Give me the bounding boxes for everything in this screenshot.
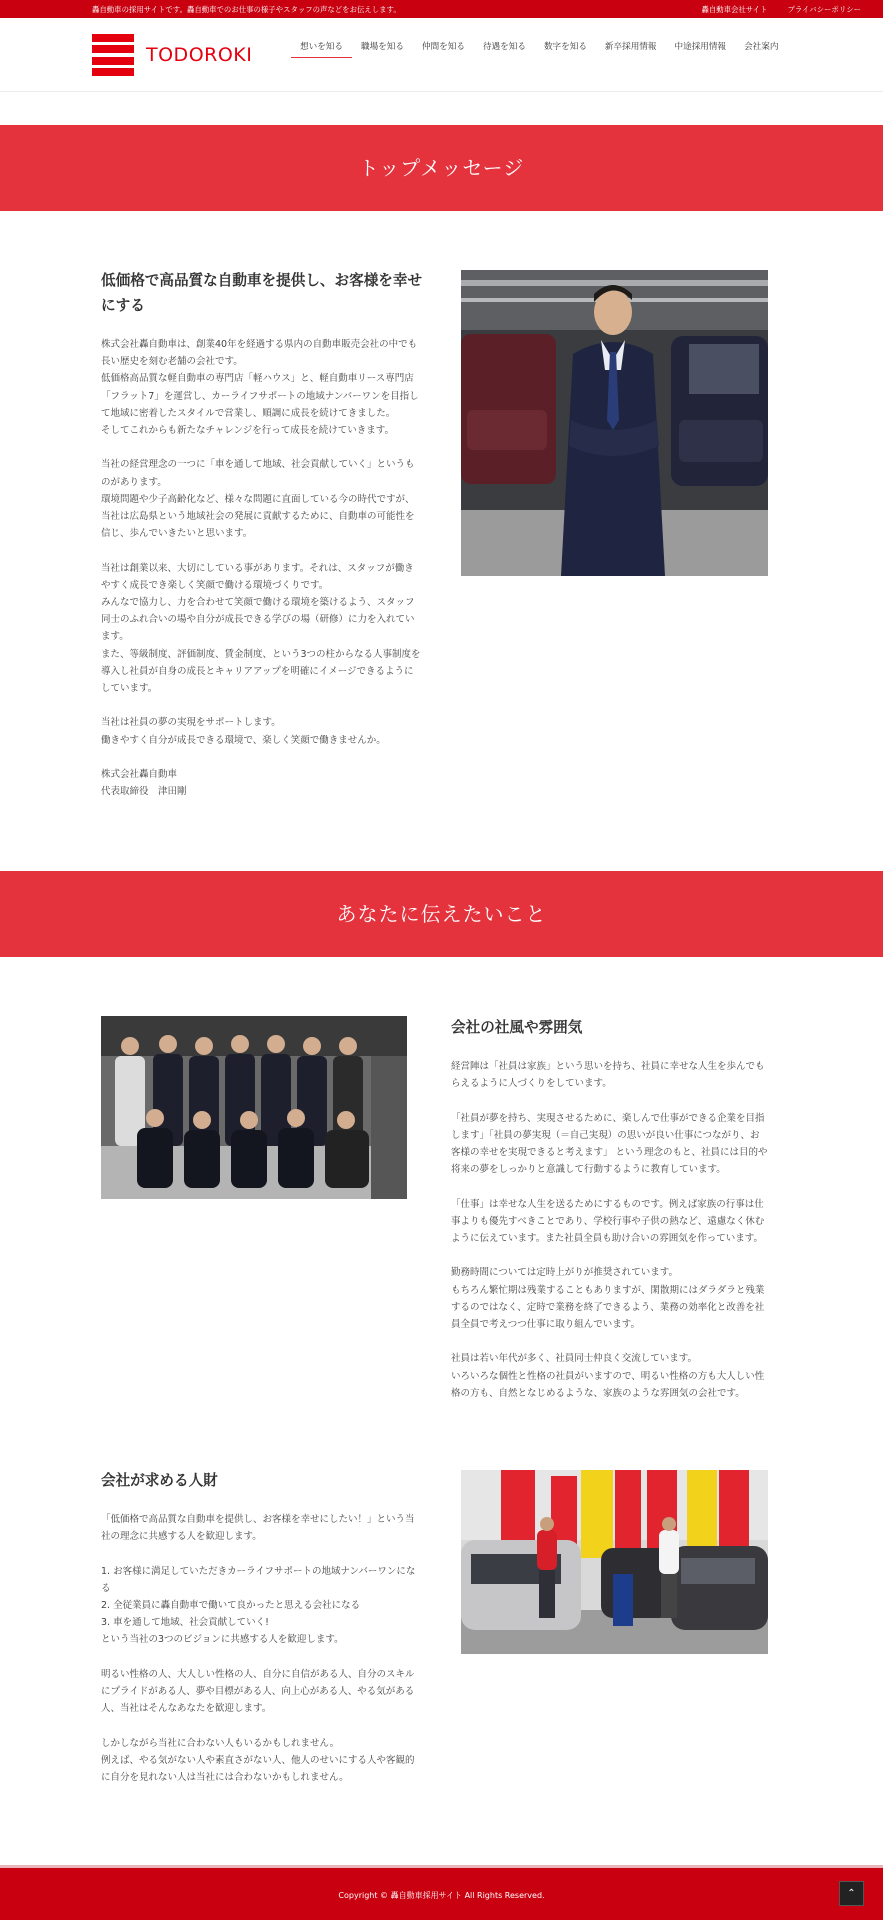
paragraph: 「仕事」は幸せな人生を送るためにするものです。例えば家族の行事は仕 事よりも優先すべきことであり、学校行事や子供の熱など、遠慮なく休む ように伝えています。また社員全員も助け合いの雰囲気を作っています。 xyxy=(451,1198,765,1244)
site-header xyxy=(0,18,883,92)
paragraph: 当社は創業以来、大切にしている事があります。それは、スタッフが働き やすく成長でき楽しく笑顔で働ける環境づくりです。 みんなで協力し、力を合わせて笑顔で働ける環境を築けるよう、スタッフ 同士のふれ合いの場や自分が成長できる学びの場（研修）に力を入れてい ます。 また、等級制度、評価制度、賃金制度、という3つの柱からなる人事制度を 導入し社員が自身の成長とキャリアアップを明確にイメージできるように しています。 xyxy=(101,562,421,695)
paragraph: 1. お客様に満足していただきカーライフサポートの地域ナンバーワンにな る 2. 全従業員に轟自動車で働いて良かったと思える会社になる 3. 車を通して地域、社会貢献していく! という当社の3つのビジョンに共感する人を歓迎します。 xyxy=(101,1565,416,1646)
dealership-photo xyxy=(461,1470,768,1654)
paragraph: 「低価格で高品質な自動車を提供し、お客様を幸せにしたい！」という当 社の理念に共感する人を歓迎します。 xyxy=(101,1514,415,1543)
culture-heading: 会社の社風や雰囲気 xyxy=(451,1019,583,1036)
site-logo[interactable] xyxy=(92,34,252,76)
ideal-candidate-heading: 会社が求める人財 xyxy=(101,1472,218,1489)
nav-item-benefits[interactable]: 待遇を知る xyxy=(482,42,526,52)
site-footer xyxy=(0,1865,883,1920)
paragraph: しかしながら当社に合わない人もいるかもしれません。 例えば、やる気がない人や素直さがない人、他人のせいにする人や客観的 に自分を見れない人は当社には合わないかもしれません。 xyxy=(101,1737,415,1783)
paragraph: 当社の経営理念の一つに「車を通して地域、社会貢献していく」というも のがあります。 環境問題や少子高齢化など、様々な問題に直面している今の時代ですが、 当社は広島県という地域社会の発展に貢献するために、自動車の可能性を 信じ、歩んでいきたいと思います。 xyxy=(101,459,415,540)
paragraph: 経営陣は「社員は家族」という思いを持ち、社員に幸せな人生を歩んでも らえるように人づくりをしています。 xyxy=(451,1061,765,1090)
privacy-policy-link[interactable]: プライバシーポリシー xyxy=(787,5,861,14)
nav-item-numbers[interactable]: 数字を知る xyxy=(543,42,587,52)
staff-group-photo xyxy=(101,1016,407,1199)
copyright: Copyright © 轟自動車採用サイト All Rights Reserved. xyxy=(338,1891,545,1900)
paragraph: 「社員が夢を持ち、実現させるために、楽しんで仕事ができる企業を目指 します」「社員の夢実現（＝自己実現）の思いが良い仕事につながり、お 客様の幸せを実現できると考えます」 という理念のもと、社員には目的や 将来の夢をしっかりと意識して行動するように教育しています。 xyxy=(451,1112,768,1176)
paragraph: 勤務時間については定時上がりが推奨されています。 もちろん繁忙期は残業することもありますが、閑散期にはダラダラと残業 するのではなく、定時で業務を終了できるよう、業務の効率化と改善を社 員全員で考えつつ仕事に取り組んでいます。 xyxy=(451,1267,765,1330)
top-bar xyxy=(0,0,883,18)
logo-mark-icon xyxy=(92,34,134,76)
nav-item-workplace[interactable]: 職場を知る xyxy=(360,42,404,52)
nav-item-company[interactable]: 会社案内 xyxy=(744,42,779,52)
paragraph: 株式会社轟自動車は、創業40年を経過する県内の自動車販売会社の中でも 長い歴史を刻む老舗の会社です。 低価格高品質な軽自動車の専門店「軽ハウス」と、軽自動車リース専門店 「フラット7」を運営し、カーライフサポートの地域ナンバーワンを目指し て地域に密着したスタイルで営業し、順調に成長を続けてきました。 そしてこれからも新たなチャレンジを行って成長を続けていきます。 xyxy=(101,339,419,437)
site-tagline: 轟自動車の採用サイトです。轟自動車でのお仕事の様子やスタッフの声などをお伝えします。 xyxy=(92,5,401,14)
paragraph: 社員は若い年代が多く、社員同士仲良く交流しています。 いろいろな個性と性格の社員がいますので、明るい性格の方も大人しい性 格の方も、自然となじめるような、家族のような雰囲気の会社です。 xyxy=(451,1353,765,1399)
main-nav xyxy=(291,36,787,58)
nav-item-philosophy[interactable]: 想いを知る xyxy=(291,36,352,58)
top-links xyxy=(701,4,861,15)
paragraph: 明るい性格の人、大人しい性格の人、自分に自信がある人、自分のスキル にプライドがある人、夢や目標がある人、向上心がある人、やる気がある 人、当社はそんなあなたを歓迎します。 xyxy=(101,1668,415,1715)
signature: 株式会社轟自動車 代表取締役 津田剛 xyxy=(101,769,187,798)
back-to-top-button[interactable] xyxy=(839,1881,864,1906)
ideal-candidate-body xyxy=(101,1511,441,1786)
top-message-body xyxy=(101,336,441,800)
nav-item-colleagues[interactable]: 仲間を知る xyxy=(421,42,465,52)
section-band-message: あなたに伝えたいこと xyxy=(0,871,883,957)
logo-text: TODOROKI xyxy=(146,44,253,66)
paragraph: 当社は社員の夢の実現をサポートします。 働きやすく自分が成長できる環境で、楽しく笑顔で働きませんか。 xyxy=(101,717,386,746)
nav-item-mid-career[interactable]: 中途採用情報 xyxy=(674,42,727,52)
section-band-top-message: トップメッセージ xyxy=(0,125,883,211)
top-message-heading: 低価格で高品質な自動車を提供し、お客様を幸せにする xyxy=(101,272,423,314)
company-site-link[interactable]: 轟自動車会社サイト xyxy=(701,5,768,14)
president-photo xyxy=(461,270,768,576)
culture-body xyxy=(451,1058,791,1402)
chevron-up-icon: ⌃ xyxy=(847,1888,856,1899)
nav-item-new-grad[interactable]: 新卒採用情報 xyxy=(604,42,657,52)
